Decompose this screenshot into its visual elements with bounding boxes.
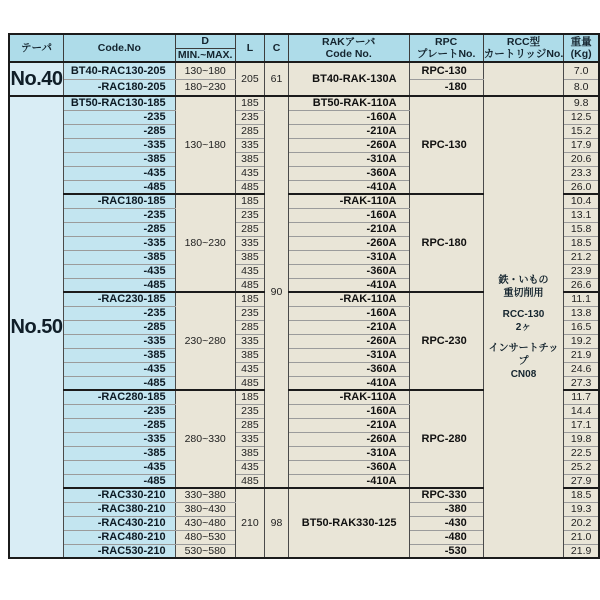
cell-code: -285 (64, 222, 176, 236)
cell-wt: 21.9 (564, 348, 599, 362)
cell-wt: 13.8 (564, 306, 599, 320)
spec-table-header (9, 34, 599, 62)
table-row (9, 62, 599, 79)
cell-code: -485 (64, 376, 176, 390)
cell-rak: -410A (288, 376, 409, 390)
cell-l: 435 (235, 460, 264, 474)
cell-d: 530~580 (175, 544, 235, 558)
cell-d: 130~180 (175, 62, 235, 79)
cell-code: -435 (64, 460, 176, 474)
cell-l: 285 (235, 222, 264, 236)
cell-rpc: -430 (409, 516, 483, 530)
cell-code: -485 (64, 180, 176, 194)
header-cell-wt-line: (Kg) (570, 48, 592, 60)
cell-wt: 26.6 (564, 278, 599, 292)
cell-code: -435 (64, 264, 176, 278)
cell-code: -RAC480-210 (64, 530, 176, 544)
cell-c: 98 (265, 488, 289, 558)
cell-code: -RAC230-185 (64, 292, 176, 306)
header-cell-wt (564, 34, 599, 62)
cell-wt: 13.1 (564, 208, 599, 222)
cell-rpc: RPC-280 (409, 390, 483, 488)
cell-d: 480~530 (175, 530, 235, 544)
cell-l: 235 (235, 208, 264, 222)
header-cell-d: D (175, 34, 235, 48)
header-cell-rak-line: RAKアーバ (322, 35, 376, 48)
header-cell-rcc-line: カートリッジNo. (483, 48, 564, 60)
cell-rpc: RPC-230 (409, 292, 483, 390)
cell-l: 185 (235, 292, 264, 306)
cell-wt: 11.7 (564, 390, 599, 404)
cell-rcc-line (484, 334, 564, 342)
cell-wt: 23.9 (564, 264, 599, 278)
cell-l: 385 (235, 446, 264, 460)
cell-l: 485 (235, 474, 264, 488)
cell-rcc-line: 鉄・いもの (498, 274, 549, 286)
cell-code: -285 (64, 124, 176, 138)
cell-wt: 17.9 (564, 138, 599, 152)
cell-rak: -310A (288, 446, 409, 460)
cell-rcc-line: RCC-130 (502, 308, 545, 320)
cell-wt: 15.2 (564, 124, 599, 138)
cell-code: -335 (64, 334, 176, 348)
cell-wt: 26.0 (564, 180, 599, 194)
cell-rak: -260A (288, 334, 409, 348)
cell-rpc: RPC-330 (409, 488, 483, 502)
header-cell-rpc-line: プレートNo. (416, 48, 476, 60)
cell-l: 210 (235, 488, 264, 558)
cell-rpc: RPC-130 (409, 96, 483, 194)
cell-rcc-line: 2ヶ (515, 321, 532, 333)
cell-code: -335 (64, 236, 176, 250)
cell-rpc: -180 (409, 79, 483, 96)
cell-rak: -210A (288, 320, 409, 334)
cell-rak: -160A (288, 404, 409, 418)
cell-l: 485 (235, 376, 264, 390)
cell-rpc: -380 (409, 502, 483, 516)
cell-rcc (483, 62, 564, 96)
cell-rak: -RAK-110A (288, 292, 409, 306)
cell-l: 435 (235, 166, 264, 180)
cell-l: 435 (235, 362, 264, 376)
cell-rak: -360A (288, 362, 409, 376)
cell-d: 380~430 (175, 502, 235, 516)
cell-l: 235 (235, 110, 264, 124)
header-cell-rpc-line: RPC (435, 35, 458, 48)
cell-d: 180~230 (175, 194, 235, 292)
cell-wt: 17.1 (564, 418, 599, 432)
cell-rcc-line (484, 300, 564, 308)
cell-wt: 18.5 (564, 488, 599, 502)
cell-d: 280~330 (175, 390, 235, 488)
cell-rak: -160A (288, 110, 409, 124)
cell-code: -235 (64, 306, 176, 320)
header-cell-rak-line: Code No. (325, 48, 372, 60)
cell-rak: -260A (288, 138, 409, 152)
cell-c: 61 (265, 62, 289, 96)
cell-rpc: RPC-180 (409, 194, 483, 292)
header-cell-code: Code.No (64, 34, 176, 62)
header-cell-d: MIN.~MAX. (175, 48, 235, 62)
cell-l: 205 (235, 62, 264, 96)
header-cell-wt-line: 重量 (570, 35, 592, 48)
cell-rak: BT50-RAK330-125 (288, 488, 409, 558)
cell-wt: 12.5 (564, 110, 599, 124)
cell-rak: -210A (288, 124, 409, 138)
spec-table-body (9, 62, 599, 558)
cell-code: -RAC180-185 (64, 194, 176, 208)
cell-l: 185 (235, 96, 264, 110)
cell-l: 385 (235, 152, 264, 166)
header-cell-rpc (409, 34, 483, 62)
cell-l: 285 (235, 320, 264, 334)
cell-code: -385 (64, 250, 176, 264)
header-row (9, 34, 599, 48)
cell-rcc-line: CN08 (510, 368, 537, 380)
cell-wt: 27.9 (564, 474, 599, 488)
cell-l: 385 (235, 250, 264, 264)
cell-rak: -210A (288, 418, 409, 432)
cell-code: -RAC430-210 (64, 516, 176, 530)
cell-d: 180~230 (175, 79, 235, 96)
cell-wt: 14.4 (564, 404, 599, 418)
cell-rak: BT40-RAK-130A (288, 62, 409, 96)
header-cell-taper: テーパ (9, 34, 64, 62)
spec-table (8, 33, 600, 559)
cell-rak: -410A (288, 180, 409, 194)
cell-code: -RAC530-210 (64, 544, 176, 558)
cell-rak: -210A (288, 222, 409, 236)
cell-l: 235 (235, 404, 264, 418)
cell-code: BT40-RAC130-205 (64, 62, 176, 79)
cell-code: -235 (64, 110, 176, 124)
cell-wt: 18.5 (564, 236, 599, 250)
cell-rak: -260A (288, 432, 409, 446)
cell-l: 285 (235, 124, 264, 138)
cell-wt: 16.5 (564, 320, 599, 334)
cell-rcc (483, 96, 564, 558)
cell-rak: -410A (288, 278, 409, 292)
header-cell-rcc-line: RCC型 (506, 35, 541, 48)
cell-wt: 19.2 (564, 334, 599, 348)
header-cell-c: C (265, 34, 289, 62)
cell-rak: -410A (288, 474, 409, 488)
cell-wt: 19.3 (564, 502, 599, 516)
cell-rak: -360A (288, 166, 409, 180)
cell-wt: 21.9 (564, 544, 599, 558)
cell-d: 130~180 (175, 96, 235, 194)
cell-wt: 21.2 (564, 250, 599, 264)
header-cell-l: L (235, 34, 264, 62)
cell-wt: 19.8 (564, 432, 599, 446)
cell-rpc: RPC-130 (409, 62, 483, 79)
cell-wt: 20.6 (564, 152, 599, 166)
cell-l: 335 (235, 236, 264, 250)
cell-code: -335 (64, 432, 176, 446)
cell-code: -RAC280-185 (64, 390, 176, 404)
cell-code: -RAC380-210 (64, 502, 176, 516)
cell-wt: 8.0 (564, 79, 599, 96)
cell-d: 330~380 (175, 488, 235, 502)
cell-code: -435 (64, 166, 176, 180)
cell-rak: -310A (288, 152, 409, 166)
cell-l: 185 (235, 390, 264, 404)
cell-code: -335 (64, 138, 176, 152)
cell-wt: 23.3 (564, 166, 599, 180)
cell-l: 285 (235, 418, 264, 432)
cell-rak: -160A (288, 208, 409, 222)
cell-wt: 22.5 (564, 446, 599, 460)
cell-rak: -360A (288, 264, 409, 278)
cell-rcc-line: 重切削用 (503, 287, 544, 299)
cell-rak: -260A (288, 236, 409, 250)
cell-code: -485 (64, 278, 176, 292)
cell-rak: BT50-RAK-110A (288, 96, 409, 110)
cell-l: 385 (235, 348, 264, 362)
cell-code: -485 (64, 474, 176, 488)
header-cell-rak (288, 34, 409, 62)
cell-rak: -160A (288, 306, 409, 320)
cell-code: -385 (64, 446, 176, 460)
cell-code: -235 (64, 404, 176, 418)
cell-rak: -360A (288, 460, 409, 474)
cell-l: 235 (235, 306, 264, 320)
cell-rcc-line: インサートチップ (488, 342, 559, 367)
cell-code: BT50-RAC130-185 (64, 96, 176, 110)
cell-wt: 10.4 (564, 194, 599, 208)
cell-wt: 27.3 (564, 376, 599, 390)
cell-code: -RAC180-205 (64, 79, 176, 96)
cell-wt: 20.2 (564, 516, 599, 530)
cell-code: -285 (64, 320, 176, 334)
cell-l: 335 (235, 334, 264, 348)
cell-code: -285 (64, 418, 176, 432)
cell-l: 485 (235, 180, 264, 194)
cell-l: 335 (235, 138, 264, 152)
cell-rpc: -480 (409, 530, 483, 544)
cell-wt: 9.8 (564, 96, 599, 110)
cell-rak: -RAK-110A (288, 390, 409, 404)
cell-wt: 15.8 (564, 222, 599, 236)
cell-d: 230~280 (175, 292, 235, 390)
cell-code: -435 (64, 362, 176, 376)
cell-code: -385 (64, 152, 176, 166)
cell-taper: No.50 (9, 96, 64, 558)
cell-rpc: -530 (409, 544, 483, 558)
cell-code: -385 (64, 348, 176, 362)
cell-rak: -RAK-110A (288, 194, 409, 208)
cell-taper: No.40 (9, 62, 64, 96)
cell-l: 435 (235, 264, 264, 278)
cell-d: 430~480 (175, 516, 235, 530)
cell-l: 485 (235, 278, 264, 292)
cell-code: -RAC330-210 (64, 488, 176, 502)
table-row (9, 96, 599, 110)
cell-l: 185 (235, 194, 264, 208)
cell-wt: 7.0 (564, 62, 599, 79)
catalog-table-container (8, 33, 600, 559)
cell-wt: 21.0 (564, 530, 599, 544)
cell-code: -235 (64, 208, 176, 222)
header-cell-rcc (483, 34, 564, 62)
cell-rak: -310A (288, 250, 409, 264)
cell-c: 90 (265, 96, 289, 488)
cell-wt: 11.1 (564, 292, 599, 306)
cell-wt: 25.2 (564, 460, 599, 474)
cell-l: 335 (235, 432, 264, 446)
cell-wt: 24.6 (564, 362, 599, 376)
cell-rak: -310A (288, 348, 409, 362)
